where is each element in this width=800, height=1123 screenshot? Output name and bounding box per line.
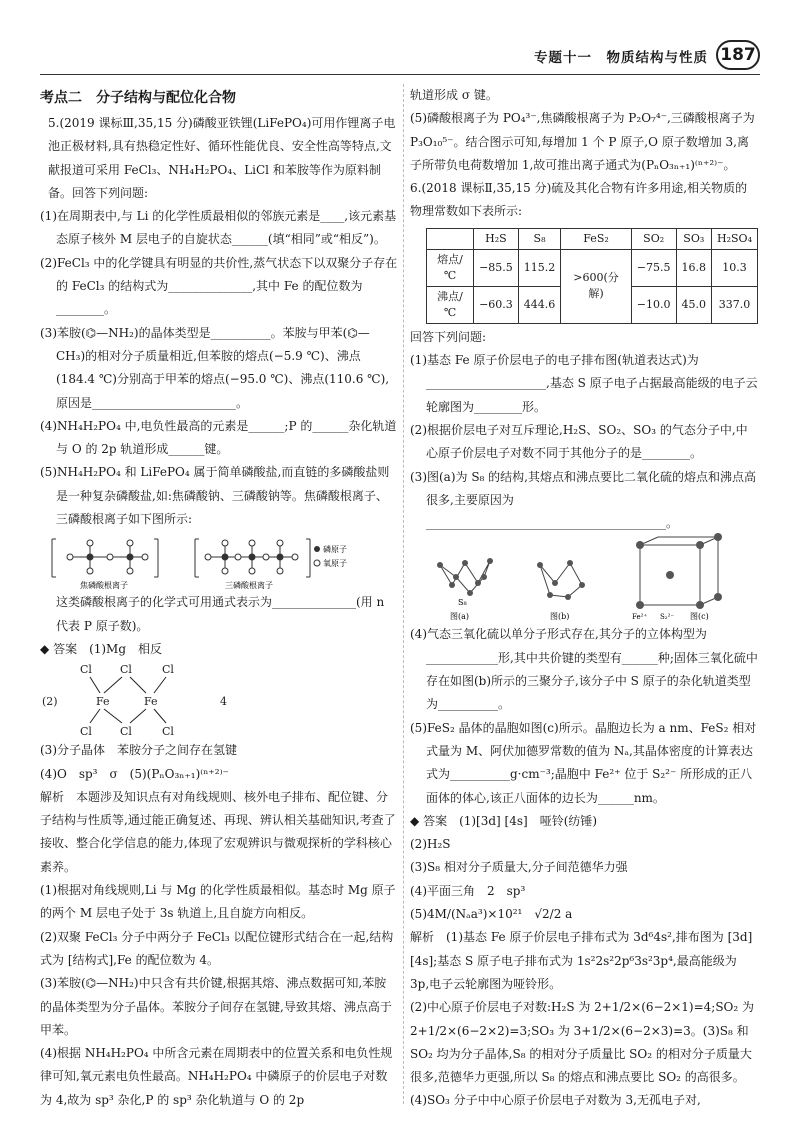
q5-analysis-3: (3)苯胺(⌬—NH₂)中只含有共价键,根据其熔、沸点数据可知,苯胺的晶体类型为分子晶体。苯胺分子间存在氢键,导致其熔、沸点高于甲苯。 — [40, 976, 392, 1037]
q6-answer-3: (3)S₈ 相对分子质量大,分子间范德华力强 — [410, 860, 628, 875]
th-fes2: FeS₂ — [561, 228, 632, 249]
cell: 444.6 — [518, 286, 561, 323]
th-s8: S₈ — [518, 228, 561, 249]
cell: −75.5 — [631, 249, 676, 286]
cell: 45.0 — [676, 286, 712, 323]
header-title: 专题十一 物质结构与性质 — [534, 50, 708, 66]
cell: >600(分解) — [561, 249, 632, 323]
right-column — [410, 84, 758, 1108]
fecl3-dimer-answer — [40, 661, 270, 739]
th-so3: SO₃ — [676, 228, 712, 249]
svg-text:(2): (2) — [42, 695, 58, 709]
label-p3o10: 三磷酸根离子 — [225, 581, 273, 591]
q5-part1: (1)在周期表中,与 Li 的化学性质最相似的邻族元素是____,该元素基态原子核外 M 层电子的自旋状态______(填“相同”或“相反”)。 — [40, 209, 397, 247]
th-so2: SO₂ — [631, 228, 676, 249]
q6-analysis-2: (2)中心原子价层电子对数:H₂S 为 2+1/2×(6−2×1)=4;SO₂ 为 2+1/2×(6−2×2)=3;SO₃ 为 3+1/2×(6−2×3)=3。(3)S₈ 和 SO₂ 均为分子晶体,S₈ 的相对分子质量比 SO₂ 的相对分子质量大很多,范德华力更强,所以 S₈ 的熔点和沸点要比 SO₂ 的高很多。(4)SO₃ 分子中中心原子价层电子对数为 3,无孤电子对, — [410, 1000, 755, 1108]
label-fig-c: 图(c) — [690, 612, 709, 622]
q6-answer-4: (4)平面三角 2 sp³ — [410, 883, 526, 898]
q6-analysis: 解析 (1)基态 Fe 原子价层电子排布式为 3d⁶4s²,排布图为 [3d][4s];基态 S 原子电子排布式为 1s²2s²2p⁶3s²3p⁴,最高能级为 3p,电子云轮廓图为哑铃形。 — [410, 930, 753, 991]
q5-answer — [40, 638, 398, 661]
header-rule — [40, 74, 760, 75]
q5-analysis-1: (1)根据对角线规则,Li 与 Mg 的化学性质最相似。基态时 Mg 原子的两个 M 层电子处于 3s 轨道上,且自旋方向相反。 — [40, 883, 396, 921]
svg-text:Cl: Cl — [80, 725, 92, 739]
q5-analysis-2: (2)双聚 FeCl₃ 分子中两分子 FeCl₃ 以配位键形式结合在一起,结构式为 [结构式],Fe 的配位数为 4。 — [40, 929, 394, 967]
label-p2o7: 焦磷酸根离子 — [80, 581, 128, 591]
th-blank — [427, 228, 474, 249]
q5-part5-end: 这类磷酸根离子的化学式可用通式表示为______________(用 n 代表 P 原子数)。 — [56, 595, 385, 633]
cell: 115.2 — [518, 249, 561, 286]
q6-part5: (5)FeS₂ 晶体的晶胞如图(c)所示。晶胞边长为 a nm、FeS₂ 相对式量为 M、阿伏加德罗常数的值为 Nₐ,其晶体密度的计算表达式为__________g·cm⁻³;晶胞中 Fe²⁺ 位于 S₂²⁻ 所形成的正八面体的体心,该正八面体的边长为______nm。 — [410, 720, 757, 805]
page-header — [0, 0, 800, 80]
q6-part1: (1)基态 Fe 原子价层电子的电子排布图(轨道表达式)为____________________,基态 S 原子电子占据最高能级的电子云轮廓图为________形。 — [410, 353, 758, 414]
svg-text:Fe: Fe — [96, 695, 110, 709]
q6-prompt: 回答下列问题: — [410, 329, 487, 344]
svg-text:Cl: Cl — [120, 725, 132, 739]
q5-answer-3: (3)分子晶体 苯胺分子之间存在氢键 — [40, 743, 237, 758]
section-title: 考点二 分子结构与配位化合物 — [40, 90, 236, 106]
label-s2: S₂²⁻ — [660, 613, 675, 622]
s8-structures-figure — [410, 535, 730, 623]
q5-stem: 5.(2019 课标Ⅲ,35,15 分)磷酸亚铁锂(LiFePO₄)可用作锂离子电池正极材料,具有热稳定性好、循环性能优良、安全性高等特点,文献报道可采用 FeCl₃、NH₄H₂PO₄、LiCl 和苯胺等作为原料制备。回答下列问题: — [48, 116, 396, 200]
th-h2so4: H₂SO₄ — [712, 228, 758, 249]
q6-answer-2: (2)H₂S — [410, 837, 451, 852]
phosphate-ions-figure — [40, 531, 347, 591]
legend-p: 磷原子 — [323, 545, 347, 555]
q6-part3: (3)图(a)为 S₈ 的结构,其熔点和沸点要比二氧化硫的熔点和沸点高很多,主要原因为________________________________________。 — [410, 469, 756, 531]
label-fe: Fe²⁺ — [632, 613, 648, 622]
svg-text:Cl: Cl — [120, 663, 132, 677]
cell: 10.3 — [712, 249, 758, 286]
svg-text:4: 4 — [220, 695, 227, 709]
q6-stem: 6.(2018 课标Ⅱ,35,15 分)硫及其化合物有许多用途,相关物质的物理常数如下表所示: — [410, 181, 748, 219]
legend-o: 氧原子 — [323, 559, 347, 569]
table-header-row — [427, 228, 758, 249]
left-column — [40, 84, 398, 1107]
constants-table — [426, 228, 758, 324]
cell: 沸点/℃ — [427, 286, 474, 323]
q5-answer-1: 答案 (1)Mg 相反 — [53, 641, 163, 656]
svg-text:Cl: Cl — [162, 725, 174, 739]
svg-text:Fe: Fe — [144, 695, 158, 709]
cell: 熔点/℃ — [427, 249, 474, 286]
q5-part2: (2)FeCl₃ 中的化学键具有明显的共价性,蒸气状态下以双聚分子存在的 FeCl₃ 的结构式为______________,其中 Fe 的配位数为________。 — [40, 255, 398, 317]
svg-text:Cl: Cl — [162, 663, 174, 677]
q6-answer-1: 答案 (1)[3d] [4s] 哑铃(纺锤) — [423, 813, 598, 828]
cell: −85.5 — [474, 249, 519, 286]
q5-analysis: 解析 本题涉及知识点有对角线规则、核外电子排布、配位键、分子结构与性质等,通过能正确复述、再现、辨认相关基础知识,考查了接收、整合化学信息的能力,体现了宏观辨识与微观探析的学科核心素养。 — [40, 789, 396, 874]
label-fig-a: 图(a) — [450, 612, 470, 622]
column-divider — [403, 84, 404, 1104]
q6-answer — [410, 810, 758, 833]
table-row — [427, 249, 758, 286]
cell: 337.0 — [712, 286, 758, 323]
label-s8: S₈ — [458, 598, 467, 608]
cell: −10.0 — [631, 286, 676, 323]
q6-answer-5: (5)4M/(Nₐa³)×10²¹ √2/2 a — [410, 907, 573, 922]
q5-part4: (4)NH₄H₂PO₄ 中,电负性最高的元素是______;P 的______杂化轨道与 O 的 2p 轨道形成______键。 — [40, 418, 397, 457]
answer-label: ◆ — [410, 813, 420, 828]
q6-part4: (4)气态三氧化硫以单分子形式存在,其分子的立体构型为____________形,其中共价键的类型有______种;固体三氧化硫中存在如图(b)所示的三聚分子,该分子中 S 原子的杂化轨道类型为__________。 — [410, 627, 758, 712]
q5-analysis-4: (4)根据 NH₄H₂PO₄ 中所含元素在周期表中的位置关系和电负性规律可知,氧元素电负性最高。NH₄H₂PO₄ 中磷原子的价层电子对数为 4,故为 sp³ 杂化,P 的 sp³ 杂化轨道与 O 的 2p — [40, 1046, 393, 1107]
page-number: 187 — [716, 40, 760, 70]
svg-text:Cl: Cl — [80, 663, 92, 677]
q6-part2: (2)根据价层电子对互斥理论,H₂S、SO₂、SO₃ 的气态分子中,中心原子价层电子对数不同于其他分子的是________。 — [410, 422, 748, 461]
q5-analysis-cont: 轨道形成 σ 键。 — [410, 88, 498, 102]
q5-part5: (5)NH₄H₂PO₄ 和 LiFePO₄ 属于简单磷酸盐,而直链的多磷酸盐则是一种复杂磷酸盐,如:焦磷酸钠、三磷酸钠等。焦磷酸根离子、三磷酸根离子如下图所示: — [40, 465, 390, 527]
th-h2s: H₂S — [474, 228, 519, 249]
cell: −60.3 — [474, 286, 519, 323]
answer-label: ◆ — [40, 641, 50, 656]
q5-analysis-5: (5)磷酸根离子为 PO₄³⁻,焦磷酸根离子为 P₂O₇⁴⁻,三磷酸根离子为 P₃O₁₀⁵⁻。结合图示可知,每增加 1 个 P 原子,O 原子数增加 3,离子所带负电荷数增加 1,故可推出离子通式为(PₙO₃ₙ₊₁)⁽ⁿ⁺²⁾⁻。 — [410, 111, 755, 172]
cell: 16.8 — [676, 249, 712, 286]
q5-part3: (3)苯胺(⌬—NH₂)的晶体类型是__________。苯胺与甲苯(⌬—CH₃)的相对分子质量相近,但苯胺的熔点(−5.9 ℃)、沸点(184.4 ℃)分别高于甲苯的熔点(−95.0 ℃)、沸点(110.6 ℃),原因是________________________。 — [40, 325, 390, 410]
q5-answer-4: (4)O sp³ σ (5)(PₙO₃ₙ₊₁)⁽ⁿ⁺²⁾⁻ — [40, 766, 229, 781]
label-fig-b: 图(b) — [550, 612, 570, 622]
